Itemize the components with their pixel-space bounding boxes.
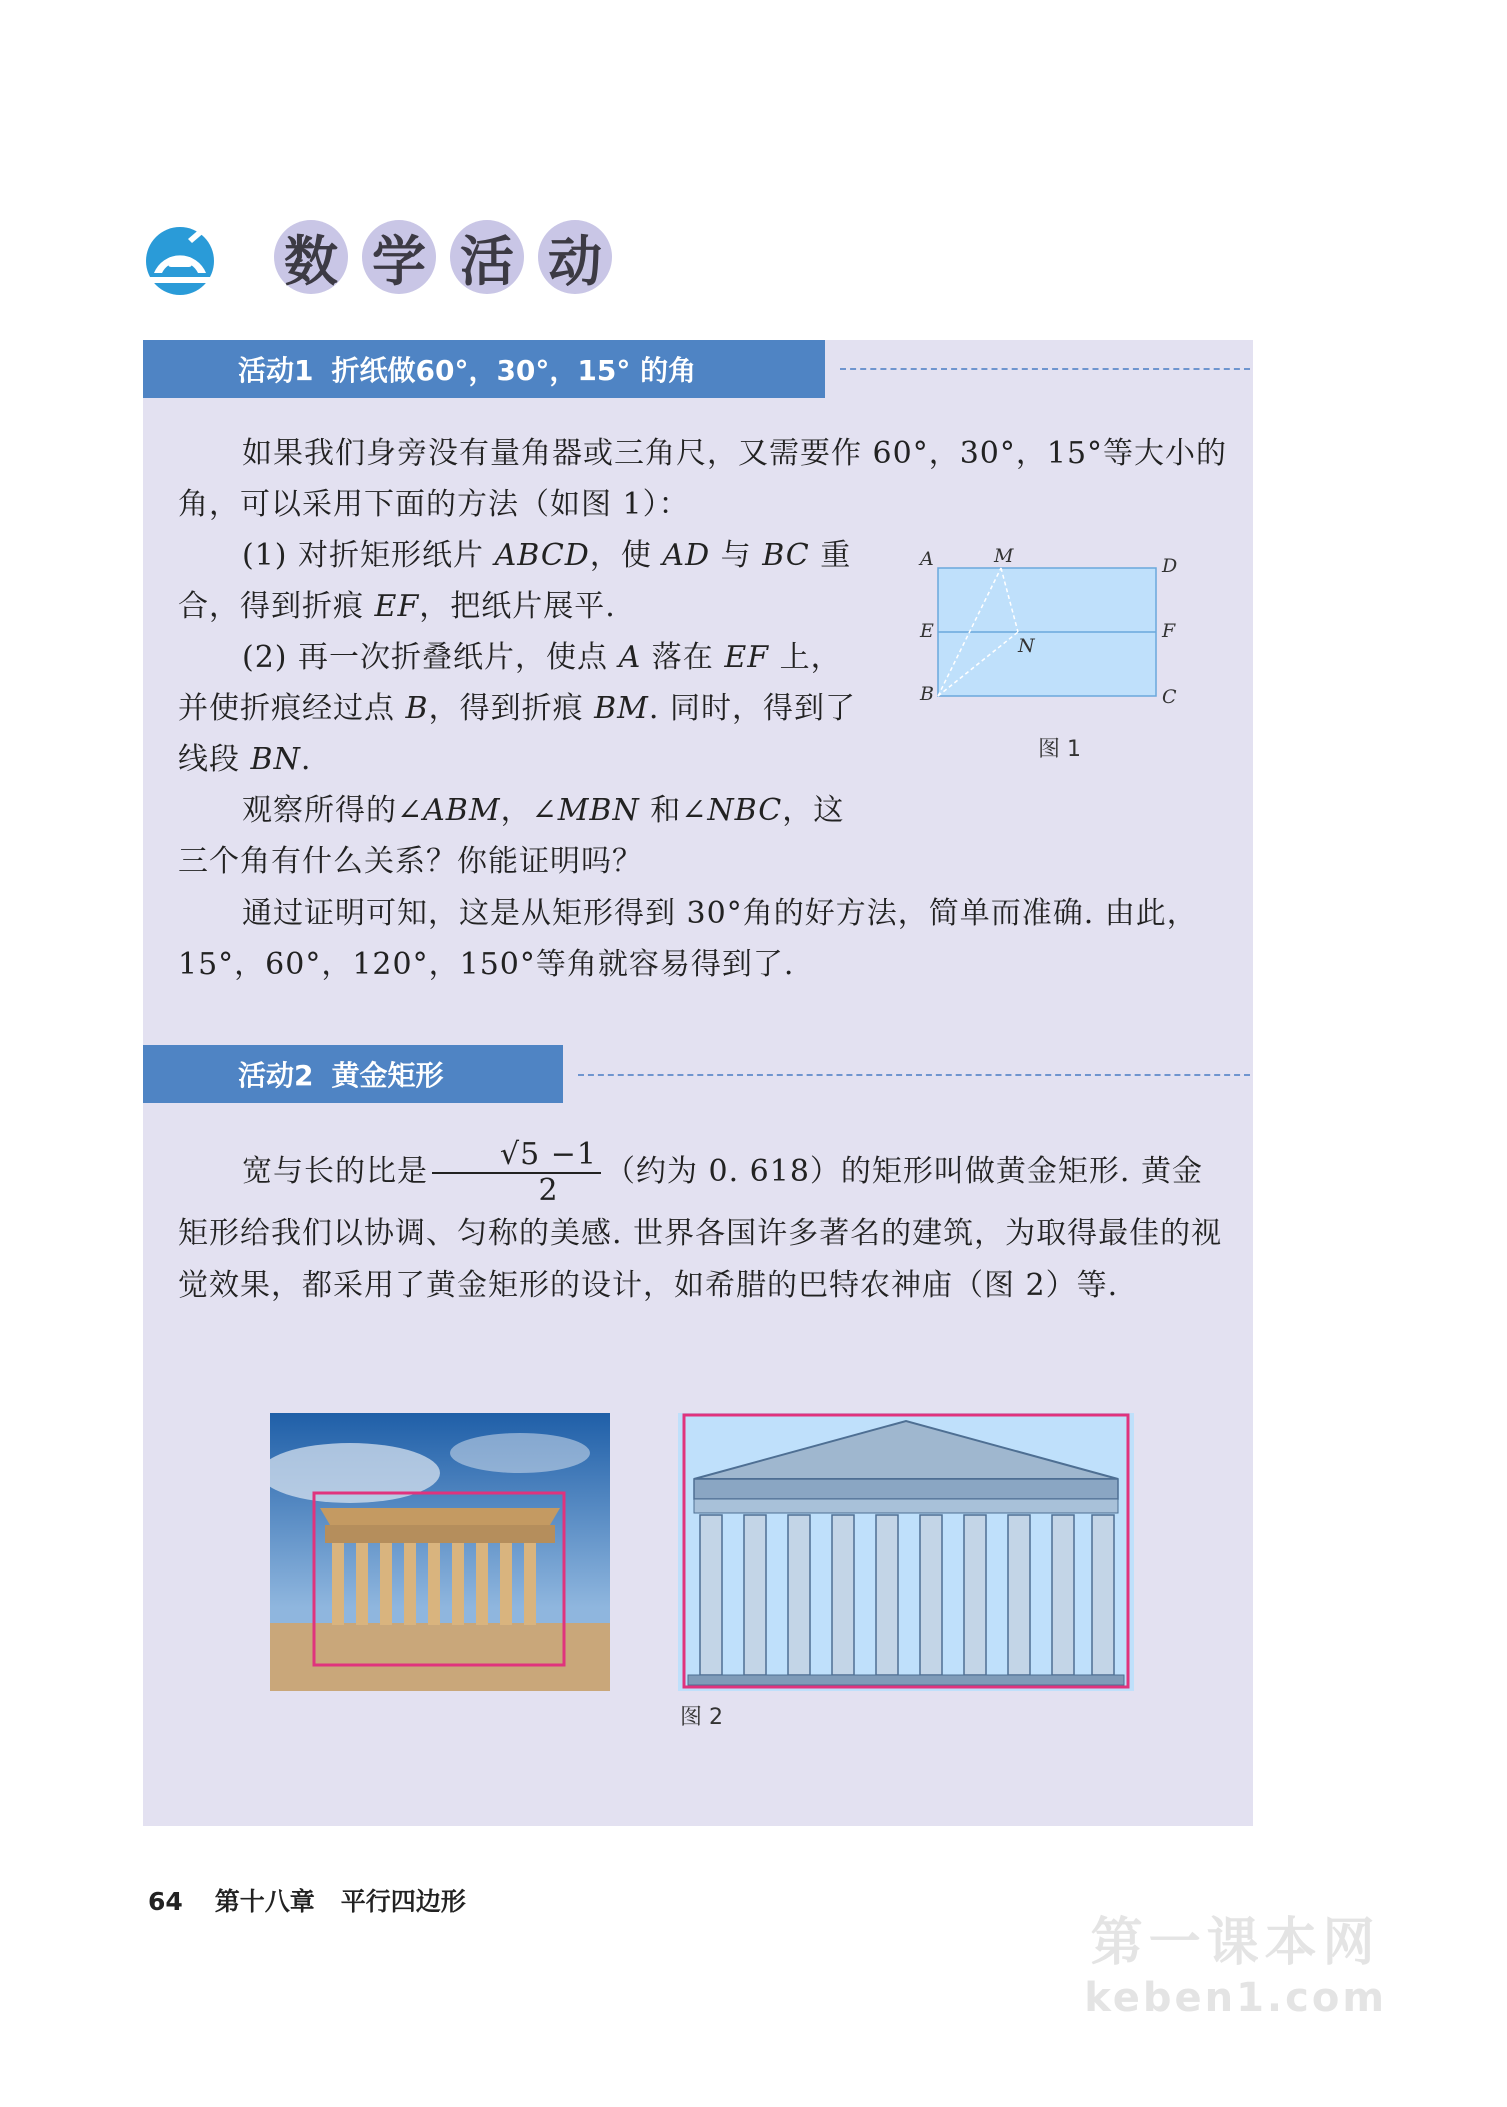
watermark-url: keben1.com: [1084, 1975, 1387, 2021]
text: (1) 对折矩形纸片: [242, 538, 495, 573]
text: 观察所得的: [242, 793, 397, 828]
title-char: 活: [450, 220, 524, 294]
figure-1-diagram: [918, 540, 1208, 760]
activity1-steps: [178, 530, 858, 887]
chapter-name: 第十八章: [214, 1887, 315, 1916]
text: .: [300, 742, 312, 777]
question: [178, 785, 858, 887]
page-footer: [148, 1882, 466, 1918]
activity1-intro: [178, 428, 1230, 530]
parthenon-photo: [270, 1413, 610, 1691]
text: (2) 再一次折叠纸片，使点: [242, 640, 619, 675]
math: ∠ABM: [397, 793, 501, 828]
text: 落在: [641, 640, 725, 675]
figure-2-caption: 图 2: [680, 1705, 723, 1730]
math: ∠NBC: [681, 793, 783, 828]
label-d: D: [1162, 555, 1178, 577]
watermark: [1084, 1900, 1387, 2021]
activity1-label: 活动1: [238, 354, 314, 387]
math: EF: [724, 640, 770, 675]
label-n: N: [1018, 635, 1035, 657]
text: ，: [500, 793, 532, 828]
math: B: [405, 691, 429, 726]
page-number: 64: [148, 1887, 183, 1916]
text: ，这三个角有什么关系？你能证明吗？: [178, 793, 845, 879]
paragraph: 如果我们身旁没有量角器或三角尺，又需要作 60°，30°，15°等大小的角，可以采用下面的方法（如图 1）：: [178, 436, 1228, 522]
text: ，把纸片展平.: [419, 589, 616, 624]
activity2-title: 黄金矩形: [331, 1059, 444, 1092]
title-char: 数: [274, 220, 348, 294]
math: BN: [250, 742, 301, 777]
page-title: [252, 211, 712, 303]
text: 宽与长的比是: [242, 1154, 428, 1189]
text: ，使: [589, 538, 663, 573]
label-m: M: [994, 545, 1014, 567]
text: （约为 0. 618）的矩形叫做黄金矩形. 黄金矩形给我们以协调、匀称的美感. 世界各国许多著名的建筑，为取得最佳的视觉效果，都采用了黄金矩形的设计，如希腊的巴特农神庙（图 2）等.: [178, 1154, 1223, 1303]
label-a: A: [920, 548, 934, 570]
math: ABCD: [494, 538, 590, 573]
math-activity-icon: [140, 217, 220, 297]
divider: [840, 368, 1250, 370]
activity1-title: 折纸做60°，30°，15° 的角: [331, 354, 697, 387]
section-name: 平行四边形: [340, 1887, 466, 1916]
parthenon-drawing: [678, 1413, 1134, 1691]
divider: [578, 1074, 1250, 1076]
math: EF: [374, 589, 420, 624]
text: ，得到折痕: [428, 691, 595, 726]
golden-ratio-fraction: [432, 1138, 601, 1208]
fraction-denominator: 2: [538, 1173, 559, 1208]
math: ∠MBN: [531, 793, 640, 828]
label-f: F: [1162, 620, 1176, 642]
activity2-label: 活动2: [238, 1059, 314, 1092]
text: 上，并使折痕经过点: [178, 640, 842, 726]
step-1: [178, 530, 858, 632]
paragraph: [178, 1138, 1230, 1312]
activity1-heading: [143, 340, 825, 398]
activity2-heading: [143, 1045, 563, 1103]
label-c: C: [1162, 686, 1177, 708]
title-char: 动: [538, 220, 612, 294]
watermark-text: 第一课本网: [1090, 1913, 1381, 1973]
text: 与: [710, 538, 763, 573]
label-b: B: [920, 683, 934, 705]
title-char: 学: [362, 220, 436, 294]
text: 重合，得到折痕: [178, 538, 852, 624]
text: . 同时，得到了线段: [178, 691, 856, 777]
math: A: [618, 640, 642, 675]
paragraph: 通过证明可知，这是从矩形得到 30°角的好方法，简单而准确. 由此，15°，60°，120°，150°等角就容易得到了.: [178, 896, 1198, 982]
step-2: [178, 632, 858, 785]
figure-1-caption: 图 1: [1038, 737, 1081, 762]
text: 和: [639, 793, 682, 828]
activity1-conclusion: [178, 888, 1230, 990]
math: AD: [662, 538, 711, 573]
math: BC: [762, 538, 810, 573]
math: BM: [594, 691, 649, 726]
fraction-numerator: √5 −1: [432, 1138, 601, 1174]
activity2-paragraph: [178, 1138, 1230, 1312]
label-e: E: [920, 620, 934, 642]
